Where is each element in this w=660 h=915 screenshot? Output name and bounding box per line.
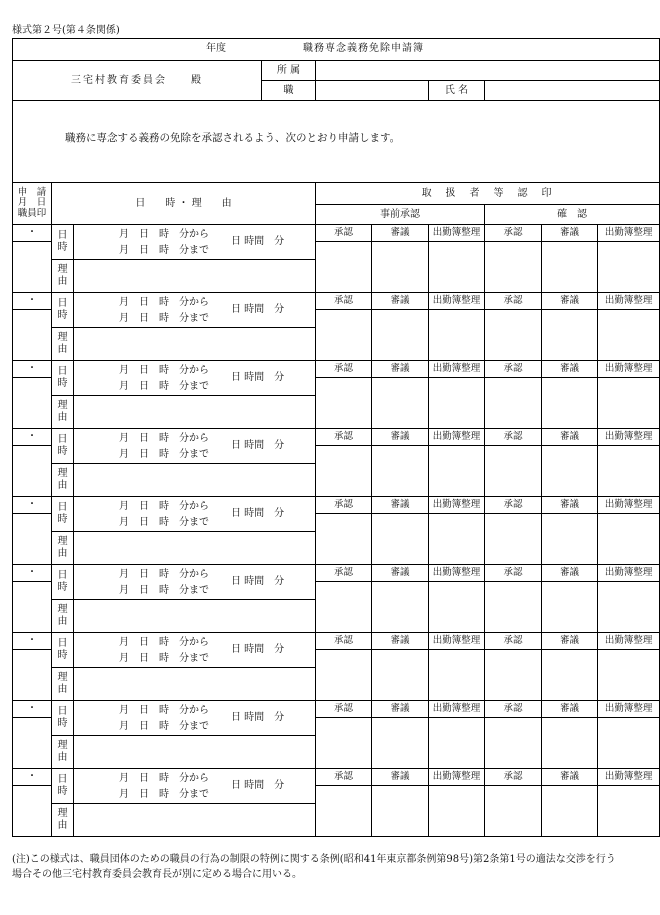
stamp-label: 出勤簿整理 — [429, 361, 485, 378]
reason-label: 理 由 — [52, 328, 74, 361]
reason-label: 理 由 — [52, 464, 74, 497]
reason-field[interactable] — [74, 464, 316, 497]
stamp-box[interactable] — [598, 446, 660, 497]
reason-field[interactable] — [74, 532, 316, 565]
stamp-label: 審議 — [372, 497, 429, 514]
entry-date-cell[interactable]: ・ — [13, 293, 52, 310]
to-text: 月 日 時 分まで — [119, 313, 209, 324]
stamp-box[interactable] — [485, 718, 542, 769]
datetime-label: 日 時 — [52, 293, 74, 328]
stamp-box[interactable] — [429, 582, 485, 633]
datetime-label: 日 時 — [52, 497, 74, 532]
duration-text: 日 時間 分 — [231, 576, 285, 587]
reason-label: 理 由 — [52, 600, 74, 633]
stamp-label: 出勤簿整理 — [429, 293, 485, 310]
entry-date-cell[interactable]: ・ — [13, 565, 52, 582]
stamp-label: 出勤簿整理 — [598, 633, 660, 650]
to-text: 月 日 時 分まで — [119, 381, 209, 392]
request-area — [13, 101, 660, 183]
stamp-box[interactable] — [316, 718, 372, 769]
stamp-box[interactable] — [598, 786, 660, 837]
stamp-label: 承認 — [316, 225, 372, 242]
stamp-box[interactable] — [372, 310, 429, 361]
stamp-label: 承認 — [485, 633, 542, 650]
stamp-label: 承認 — [485, 429, 542, 446]
employee-seal-cell[interactable] — [13, 310, 52, 361]
from-text: 月 日 時 分から — [119, 501, 209, 512]
applicant-column-header: 申 請 月 日 職員印 — [13, 183, 52, 225]
stamp-label: 出勤簿整理 — [429, 633, 485, 650]
stamp-box[interactable] — [429, 718, 485, 769]
stamp-box[interactable] — [542, 582, 598, 633]
stamp-box[interactable] — [542, 718, 598, 769]
employee-seal-cell[interactable] — [13, 242, 52, 293]
stamp-box[interactable] — [485, 514, 542, 565]
entry-date-cell[interactable]: ・ — [13, 769, 52, 786]
stamp-box[interactable] — [316, 582, 372, 633]
datetime-label: 日 時 — [52, 633, 74, 668]
stamp-box[interactable] — [429, 378, 485, 429]
stamp-label: 審議 — [542, 701, 598, 718]
stamp-label: 承認 — [485, 565, 542, 582]
stamp-label: 承認 — [316, 293, 372, 310]
from-text: 月 日 時 分から — [119, 365, 209, 376]
employee-seal-cell[interactable] — [13, 446, 52, 497]
stamp-label: 審議 — [372, 633, 429, 650]
stamp-box[interactable] — [598, 650, 660, 701]
stamp-box[interactable] — [598, 582, 660, 633]
stamp-label: 出勤簿整理 — [429, 565, 485, 582]
stamp-box[interactable] — [316, 786, 372, 837]
stamp-box[interactable] — [372, 242, 429, 293]
stamp-label: 出勤簿整理 — [598, 565, 660, 582]
from-text: 月 日 時 分から — [119, 569, 209, 580]
datetime-label: 日 時 — [52, 361, 74, 396]
stamp-box[interactable] — [429, 786, 485, 837]
duration-text: 日 時間 分 — [231, 712, 285, 723]
to-text: 月 日 時 分まで — [119, 245, 209, 256]
stamp-box[interactable] — [485, 242, 542, 293]
stamp-label: 承認 — [316, 429, 372, 446]
entry-date-cell[interactable]: ・ — [13, 497, 52, 514]
footnote: (注)この様式は、職員団体のための職員の行為の制限の特例に関する条例(昭和41年東京都条例第98号)第2条第1号の適法な交渉を行う場合その他三宅村教育委員会教育長が別に定める場合に用いる。 — [12, 854, 616, 880]
stamp-label: 承認 — [316, 769, 372, 786]
stamp-box[interactable] — [316, 310, 372, 361]
to-text: 月 日 時 分まで — [119, 653, 209, 664]
employee-seal-cell[interactable] — [13, 514, 52, 565]
datetime-field[interactable] — [74, 361, 316, 396]
stamp-box[interactable] — [542, 650, 598, 701]
stamp-label: 審議 — [542, 361, 598, 378]
reason-field[interactable] — [74, 260, 316, 293]
stamp-box[interactable] — [429, 242, 485, 293]
stamp-label: 出勤簿整理 — [598, 497, 660, 514]
stamp-label: 出勤簿整理 — [598, 701, 660, 718]
entry-row — [13, 225, 660, 242]
stamp-box[interactable] — [485, 446, 542, 497]
from-text: 月 日 時 分から — [119, 433, 209, 444]
stamp-label: 承認 — [316, 497, 372, 514]
stamp-label: 審議 — [372, 225, 429, 242]
stamp-box[interactable] — [372, 718, 429, 769]
stamp-label: 承認 — [316, 565, 372, 582]
to-text: 月 日 時 分まで — [119, 585, 209, 596]
stamp-label: 審議 — [372, 361, 429, 378]
stamp-box[interactable] — [542, 378, 598, 429]
stamp-box[interactable] — [598, 718, 660, 769]
stamp-box[interactable] — [485, 650, 542, 701]
employee-seal-cell[interactable] — [13, 582, 52, 633]
reason-field[interactable] — [74, 668, 316, 701]
datetime-label: 日 時 — [52, 225, 74, 260]
stamp-box[interactable] — [485, 786, 542, 837]
stamp-box[interactable] — [598, 310, 660, 361]
from-text: 月 日 時 分から — [119, 229, 209, 240]
form-reference: 様式第２号(第４条関係) — [12, 25, 120, 36]
from-text: 月 日 時 分から — [119, 637, 209, 648]
stamp-box[interactable] — [316, 242, 372, 293]
title-row — [13, 39, 660, 61]
stamp-box[interactable] — [372, 514, 429, 565]
entry-date-cell[interactable]: ・ — [13, 429, 52, 446]
application-sheet — [12, 38, 653, 837]
datetime-label: 日 時 — [52, 565, 74, 600]
datetime-field[interactable] — [74, 633, 316, 668]
entry-row — [13, 293, 660, 310]
employee-seal-cell[interactable] — [13, 718, 52, 769]
entry-date-cell[interactable]: ・ — [13, 701, 52, 718]
employee-seal-cell[interactable] — [13, 786, 52, 837]
stamp-label: 承認 — [485, 701, 542, 718]
stamp-box[interactable] — [598, 242, 660, 293]
handler-stamps-header: 取 扱 者 等 認 印 — [316, 183, 660, 205]
stamp-label: 出勤簿整理 — [429, 497, 485, 514]
entry-row — [13, 429, 660, 446]
stamp-label: 出勤簿整理 — [598, 293, 660, 310]
employee-seal-cell[interactable] — [13, 378, 52, 429]
reason-field[interactable] — [74, 328, 316, 361]
reason-label: 理 由 — [52, 668, 74, 701]
duration-text: 日 時間 分 — [231, 644, 285, 655]
duration-text: 日 時間 分 — [231, 372, 285, 383]
prior-approval-header: 事前承認 — [316, 205, 485, 225]
datetime-field[interactable] — [74, 429, 316, 464]
year-label[interactable]: 年度 — [206, 43, 226, 54]
datetime-field[interactable] — [74, 497, 316, 532]
reason-label: 理 由 — [52, 532, 74, 565]
stamp-box[interactable] — [485, 310, 542, 361]
entry-row — [13, 701, 660, 718]
stamp-box[interactable] — [598, 514, 660, 565]
affiliation-field[interactable] — [316, 61, 660, 81]
stamp-label: 出勤簿整理 — [429, 701, 485, 718]
stamp-box[interactable] — [542, 242, 598, 293]
entry-date-cell[interactable]: ・ — [13, 225, 52, 242]
stamp-box[interactable] — [316, 378, 372, 429]
reason-field[interactable] — [74, 736, 316, 769]
datetime-reason-header: 日 時 ・ 理 由 — [52, 183, 316, 225]
position-field[interactable] — [316, 81, 429, 101]
stamp-label: 承認 — [485, 293, 542, 310]
stamp-label: 審議 — [372, 293, 429, 310]
duration-text: 日 時間 分 — [231, 236, 285, 247]
entry-date-cell[interactable]: ・ — [13, 633, 52, 650]
stamp-box[interactable] — [372, 650, 429, 701]
stamp-label: 審議 — [372, 565, 429, 582]
stamp-box[interactable] — [542, 446, 598, 497]
reason-label: 理 由 — [52, 396, 74, 429]
reason-field[interactable] — [74, 600, 316, 633]
reason-label: 理 由 — [52, 260, 74, 293]
datetime-label: 日 時 — [52, 429, 74, 464]
stamp-box[interactable] — [372, 378, 429, 429]
form-title: 職務専念義務免除申請簿 — [303, 43, 424, 54]
from-text: 月 日 時 分から — [119, 297, 209, 308]
stamp-box[interactable] — [429, 514, 485, 565]
stamp-label: 出勤簿整理 — [598, 769, 660, 786]
reason-label: 理 由 — [52, 804, 74, 837]
addressee: 三宅村教育委員会 殿 — [13, 61, 262, 101]
datetime-label: 日 時 — [52, 701, 74, 736]
stamp-box[interactable] — [542, 514, 598, 565]
entry-row — [13, 633, 660, 650]
duration-text: 日 時間 分 — [231, 440, 285, 451]
stamp-label: 出勤簿整理 — [429, 429, 485, 446]
reason-field[interactable] — [74, 804, 316, 837]
stamp-label: 承認 — [485, 497, 542, 514]
stamp-box[interactable] — [542, 786, 598, 837]
position-label: 職 — [262, 81, 316, 101]
name-field[interactable] — [485, 81, 660, 101]
entry-row — [13, 361, 660, 378]
reason-label: 理 由 — [52, 736, 74, 769]
entry-date-cell[interactable]: ・ — [13, 361, 52, 378]
stamp-label: 出勤簿整理 — [429, 225, 485, 242]
to-text: 月 日 時 分まで — [119, 449, 209, 460]
entry-row — [13, 565, 660, 582]
employee-seal-cell[interactable] — [13, 650, 52, 701]
name-label: 氏 名 — [429, 81, 485, 101]
stamp-box[interactable] — [372, 786, 429, 837]
stamp-box[interactable] — [429, 446, 485, 497]
stamp-label: 審議 — [372, 701, 429, 718]
application-table — [12, 38, 660, 837]
to-text: 月 日 時 分まで — [119, 789, 209, 800]
datetime-field[interactable] — [74, 701, 316, 736]
stamp-label: 審議 — [542, 633, 598, 650]
stamp-box[interactable] — [372, 446, 429, 497]
stamp-label: 審議 — [372, 429, 429, 446]
stamp-box[interactable] — [429, 650, 485, 701]
duration-text: 日 時間 分 — [231, 304, 285, 315]
stamp-label: 承認 — [316, 361, 372, 378]
stamp-label: 審議 — [372, 769, 429, 786]
stamp-label: 承認 — [316, 701, 372, 718]
request-text: 職務に専念する義務の免除を承認されるよう、次のとおり申請します。 — [65, 132, 401, 144]
stamp-box[interactable] — [598, 378, 660, 429]
stamp-box[interactable] — [372, 582, 429, 633]
reason-field[interactable] — [74, 396, 316, 429]
to-text: 月 日 時 分まで — [119, 517, 209, 528]
to-text: 月 日 時 分まで — [119, 721, 209, 732]
stamp-box[interactable] — [429, 310, 485, 361]
stamp-label: 審議 — [542, 293, 598, 310]
stamp-label: 承認 — [485, 361, 542, 378]
stamp-box[interactable] — [485, 582, 542, 633]
datetime-field[interactable] — [74, 769, 316, 804]
stamp-label: 審議 — [542, 225, 598, 242]
duration-text: 日 時間 分 — [231, 508, 285, 519]
stamp-box[interactable] — [316, 650, 372, 701]
stamp-label: 承認 — [485, 225, 542, 242]
duration-text: 日 時間 分 — [231, 780, 285, 791]
stamp-label: 出勤簿整理 — [598, 429, 660, 446]
affiliation-label: 所 属 — [262, 61, 316, 81]
datetime-label: 日 時 — [52, 769, 74, 804]
entry-row — [13, 497, 660, 514]
stamp-label: 審議 — [542, 769, 598, 786]
datetime-field[interactable] — [74, 225, 316, 260]
stamp-box[interactable] — [542, 310, 598, 361]
stamp-label: 承認 — [316, 633, 372, 650]
stamp-label: 承認 — [485, 769, 542, 786]
stamp-box[interactable] — [316, 514, 372, 565]
datetime-field[interactable] — [74, 565, 316, 600]
stamp-label: 出勤簿整理 — [598, 361, 660, 378]
confirmation-header: 確 認 — [485, 205, 660, 225]
stamp-label: 出勤簿整理 — [429, 769, 485, 786]
stamp-label: 出勤簿整理 — [598, 225, 660, 242]
entry-row — [13, 769, 660, 786]
stamp-box[interactable] — [316, 446, 372, 497]
stamp-label: 審議 — [542, 565, 598, 582]
from-text: 月 日 時 分から — [119, 773, 209, 784]
stamp-box[interactable] — [485, 378, 542, 429]
stamp-label: 審議 — [542, 497, 598, 514]
stamp-label: 審議 — [542, 429, 598, 446]
from-text: 月 日 時 分から — [119, 705, 209, 716]
datetime-field[interactable] — [74, 293, 316, 328]
